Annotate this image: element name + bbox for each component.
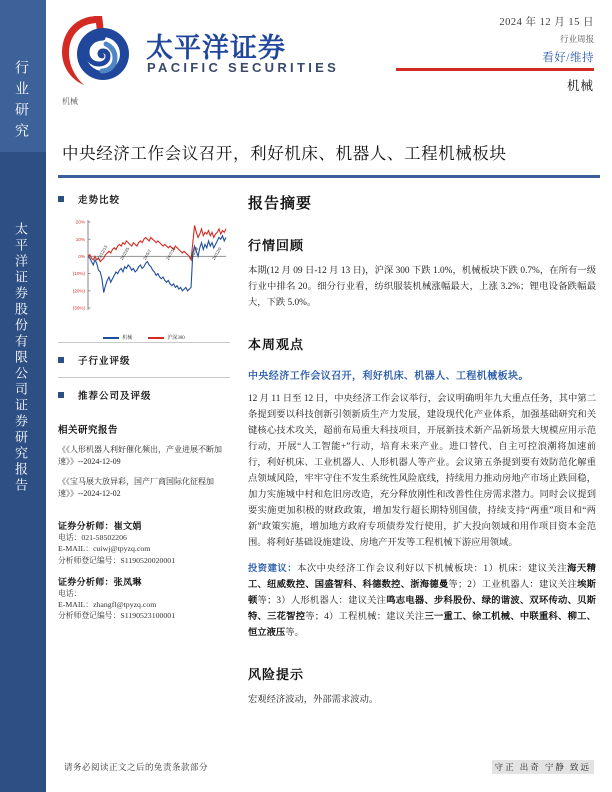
- report-type: 行业周报: [559, 34, 594, 44]
- section-recommend-label: 推荐公司及评级: [78, 392, 152, 402]
- risk-body: 宏观经济波动，外部需求波动。: [248, 694, 379, 705]
- svg-text:24/2/25: 24/2/25: [119, 246, 131, 261]
- svg-text:24/7/18: 24/7/18: [165, 246, 177, 261]
- analyst-license: 分析师登记编号：S1190520020001: [58, 555, 176, 565]
- bullet-square-icon: [58, 196, 64, 202]
- market-review-body: 本期(12 月 09 日-12 月 13 日)，沪深 300 下跌 1.0%，机械板块下跌 0.7%，在所有一级行业中排名 20。细分行业看，纺织服装机械涨幅最大，上涨 3.2%；锂电设备跌幅最大，下跌 5.0%。: [248, 266, 596, 308]
- summary-heading: 报告摘要: [248, 196, 313, 212]
- investment-stocks-construction-machinery: 三一重工、徐工机械、中联重科、柳工、恒立液压: [248, 611, 596, 638]
- investment-stocks-humanoid-robots: 鸣志电器、步科股份、绿的谐波、双环传动、贝斯特、三花智控: [248, 595, 596, 622]
- related-report-item[interactable]: 《《人形机器人利好催化频出，产业进展不断加速》》--2024-12-09: [58, 445, 222, 466]
- section-trend-label: 走势比较: [78, 196, 121, 206]
- svg-text:(20%): (20%): [72, 288, 85, 294]
- logo-text-en: PACIFIC SECURITIES: [147, 60, 340, 75]
- risk-heading: 风险提示: [248, 666, 305, 682]
- legend-item-0: [103, 334, 132, 341]
- investment-stocks-machine-tools: 海天精工、纽威数控、国盛智科、科德数控、浙海德曼: [248, 563, 596, 590]
- page-title: 中央经济工作会议召开，利好机床、机器人、工程机械板块: [62, 144, 507, 163]
- company-logo: [58, 14, 340, 88]
- svg-text:(10%): (10%): [72, 271, 85, 277]
- investment-text-5: 等。: [285, 627, 304, 638]
- logo-text-zh: 太平洋证券: [146, 33, 286, 63]
- svg-text:24/12/9: 24/12/9: [211, 246, 223, 261]
- divider-2: [58, 377, 230, 378]
- legend-swatch-1: [148, 337, 164, 339]
- market-review-heading: 行情回顾: [248, 238, 305, 253]
- investment-advice: [248, 562, 596, 642]
- right-column: [248, 192, 596, 709]
- header-meta: [364, 14, 594, 94]
- related-reports-heading: 相关研究报告: [58, 426, 119, 436]
- svg-text:10%: 10%: [75, 236, 85, 242]
- weekly-view-lead: 中央经济工作会议召开，利好机床、机器人、工程机械板块。: [248, 370, 529, 382]
- chart-legend: [58, 334, 230, 341]
- related-report-item[interactable]: 《《宝马展大放异彩，国产厂商国际化征程加速》》--2024-12-02: [58, 477, 214, 498]
- divider-1: [58, 342, 230, 343]
- investment-text-1: 本次中央经济工作会议利好以下机械板块：1）机床：建议关注: [297, 563, 568, 574]
- svg-text:20%: 20%: [75, 219, 85, 225]
- footer-disclaimer: 请务必阅读正文之后的免责条款部分: [64, 762, 209, 772]
- footer-slogan: 守正 出奇 宁静 致远: [492, 760, 594, 774]
- header-red-rule: [396, 68, 594, 71]
- trend-chart: [58, 214, 230, 341]
- investment-text-2: 等；2）工业机器人：建议关注: [448, 579, 578, 590]
- analyst-phone: 电话：: [58, 588, 82, 598]
- investment-advice-label: 投资建议：: [248, 563, 298, 574]
- report-date: 2024 年 12 月 15 日: [499, 17, 594, 28]
- legend-item-1: [148, 334, 185, 341]
- investment-stocks-industrial-robots: 埃斯顿: [248, 579, 596, 606]
- investment-text-3: 等；3）人形机器人：建议关注: [257, 595, 387, 606]
- section-subindustry-label: 子行业评级: [78, 357, 131, 367]
- left-sidebar: [0, 0, 46, 792]
- analyst-name: 证券分析师：张凤琳: [58, 576, 142, 587]
- title-blue-rule: [58, 175, 600, 178]
- analyst-email[interactable]: E-MAIL：cuiwj@tpyzq.com: [58, 544, 151, 554]
- analyst-phone: 电话：021-58502206: [58, 533, 127, 542]
- weekly-view-heading: 本周观点: [248, 336, 305, 352]
- section-trend-comparison: [58, 192, 230, 206]
- section-recommended-companies: [58, 388, 230, 402]
- header-sector-tag: 机械: [62, 97, 78, 106]
- svg-text:0%: 0%: [78, 254, 85, 259]
- legend-label-1: 沪深300: [167, 336, 185, 341]
- section-subindustry-rating: [58, 353, 230, 367]
- svg-text:24/5/7: 24/5/7: [142, 248, 153, 261]
- investment-text-4: 等；4）工程机械：建议关注: [305, 611, 425, 622]
- analyst-license: 分析师登记编号：S1190523100001: [58, 611, 176, 621]
- svg-text:(30%): (30%): [72, 305, 85, 311]
- weekly-view-body: 12 月 11 日至 12 日，中央经济工作会议举行，会议明确明年九大重点任务，其中第二条提到要以科技创新引领新质生产力发展，建设现代化产业体系，加强基础研究和关键核心技术攻关，超前布局重大科技项目，开展新技术新产品新场景大规模应用示范行动，开展“人工智能+”行动，培育未来产业。进口替代、自主可控浪潮将加速前行，利好机床、工业机器人、人形机器人等产业。会议第五条提到要有效防范化解重点领域风险，牢牢守住不发生系统性风险底线，持续用力推动房地产市场止跌回稳，加力实施城中村和危旧房改造，充分释放刚性和改善性住房需求潜力。同时会议提到要实施更加积极的财政政策，增加发行超长期特别国债，持续支持“两重”项目和“两新”政策实施，增加地方政府专项债券发行使用，扩大投向领域和用作项目资本金范围。将利好基础设施建设、房地产开发等工程机械下游应用领域。: [248, 393, 596, 548]
- page-footer: [46, 760, 612, 774]
- svg-text:24/9/28: 24/9/28: [188, 246, 200, 261]
- page-header: [46, 0, 612, 128]
- rating-badge: 看好/维持: [542, 52, 594, 64]
- pacific-securities-logo-icon: [58, 14, 138, 88]
- legend-label-0: 机械: [122, 336, 133, 341]
- bullet-square-icon: [58, 392, 64, 398]
- header-sector: 机械: [566, 78, 594, 93]
- svg-text:23/12/15: 23/12/15: [96, 244, 109, 261]
- legend-swatch-0: [103, 337, 119, 339]
- trend-chart-svg: [58, 214, 230, 332]
- sidebar-top-label: 行业研究: [13, 60, 28, 144]
- title-block: [46, 140, 612, 178]
- left-column: [58, 192, 230, 622]
- analyst-email[interactable]: E-MAIL：zhangfl@tpyzq.com: [58, 600, 157, 610]
- analyst-name: 证券分析师：崔文娟: [58, 521, 142, 531]
- bullet-square-icon: [58, 357, 64, 363]
- sidebar-bottom-label: 太平洋证券股份有限公司证券研究报告: [13, 222, 28, 494]
